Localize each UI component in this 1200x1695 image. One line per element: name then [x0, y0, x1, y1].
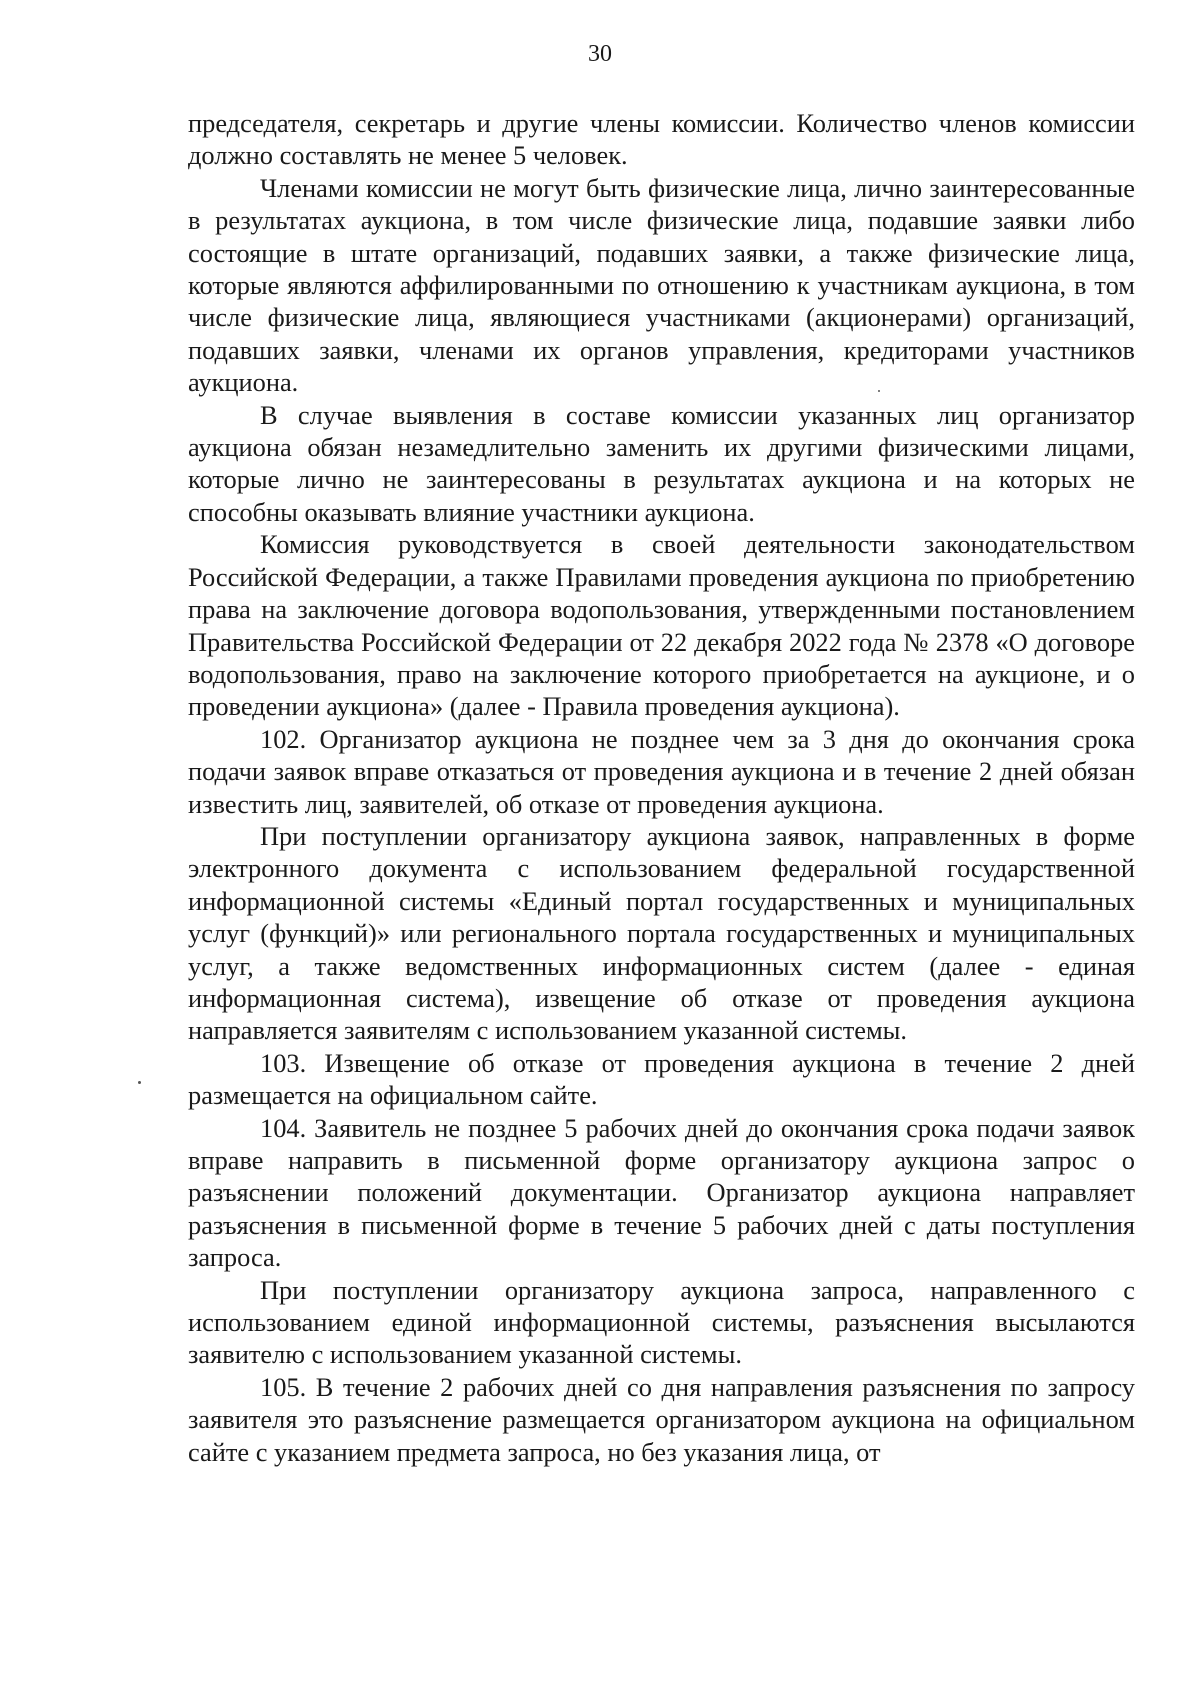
paragraph-104: 104. Заявитель не позднее 5 рабочих дней до окончания срока подачи заявок вправе направить в письменной форме организатору аукциона запрос о разъяснении положений документации. Организатор аукциона направляет разъяснения в письменной форме в течение 5 рабочих дней с даты поступления запроса. [188, 1112, 1135, 1273]
paragraph-commission-legal-basis: Комиссия руководствуется в своей деятельности законодательством Российской Федерации, а также Правилами проведения аукциона по приобретению права на заключение договора водопользования, утвержденными постановлением Правительства Российской Федерации от 22 декабря 2022 года № 2378 «О договоре водопользования, право на заключение которого приобретается на аукционе, и о проведении аукциона» (далее - Правила проведения аукциона). [188, 529, 1135, 722]
paragraph-electronic-request: При поступлении организатору аукциона запроса, направленного с использованием единой информационной системы, разъяснения высылаются заявителю с использованием указанной системы. [188, 1274, 1135, 1370]
paragraph-replacement-of-members: В случае выявления в составе комиссии указанных лиц организатор аукциона обязан незамедлительно заменить их другими физическими лицами, которые лично не заинтересованы в результатах аукциона и на которых не способны оказывать влияние участники аукциона. [188, 399, 1135, 527]
paragraph-commission-members-restrictions: Членами комиссии не могут быть физические лица, лично заинтересованные в результатах аукциона, в том числе физические лица, подавшие заявки либо состоящие в штате организаций, подавших заявки, а также физические лица, которые являются аффилированными по отношению к участникам аукциона, в том числе физические лица, являющиеся участниками (акционерами) организаций, подавших заявки, членами их органов управления, кредиторами участников аукциона. [188, 172, 1135, 398]
page-number: 30 [588, 41, 612, 67]
scan-speck [138, 1081, 141, 1084]
paragraph-continuation: председателя, секретарь и другие члены комиссии. Количество членов комиссии должно составлять не менее 5 человек. [188, 108, 1135, 171]
paragraph-105: 105. В течение 2 рабочих дней со дня направления разъяснения по запросу заявителя это разъяснение размещается организатором аукциона на официальном сайте с указанием предмета запроса, но без указания лица, от [188, 1371, 1135, 1467]
document-body [188, 107, 1135, 1468]
scan-speck [878, 390, 880, 392]
paragraph-103: 103. Извещение об отказе от проведения аукциона в течение 2 дней размещается на официальном сайте. [188, 1047, 1135, 1111]
paragraph-electronic-applications: При поступлении организатору аукциона заявок, направленных в форме электронного документа с использованием федеральной государственной информационной системы «Единый портал государственных и муниципальных услуг (функций)» или регионального портала государственных и муниципальных услуг, а также ведомственных информационных систем (далее - единая информационная система), извещение об отказе от проведения аукциона направляется заявителям с использованием указанной системы. [188, 820, 1135, 1046]
paragraph-102: 102. Организатор аукциона не позднее чем за 3 дня до окончания срока подачи заявок вправе отказаться от проведения аукциона и в течение 2 дней обязан известить лиц, заявителей, об отказе от проведения аукциона. [188, 723, 1135, 819]
